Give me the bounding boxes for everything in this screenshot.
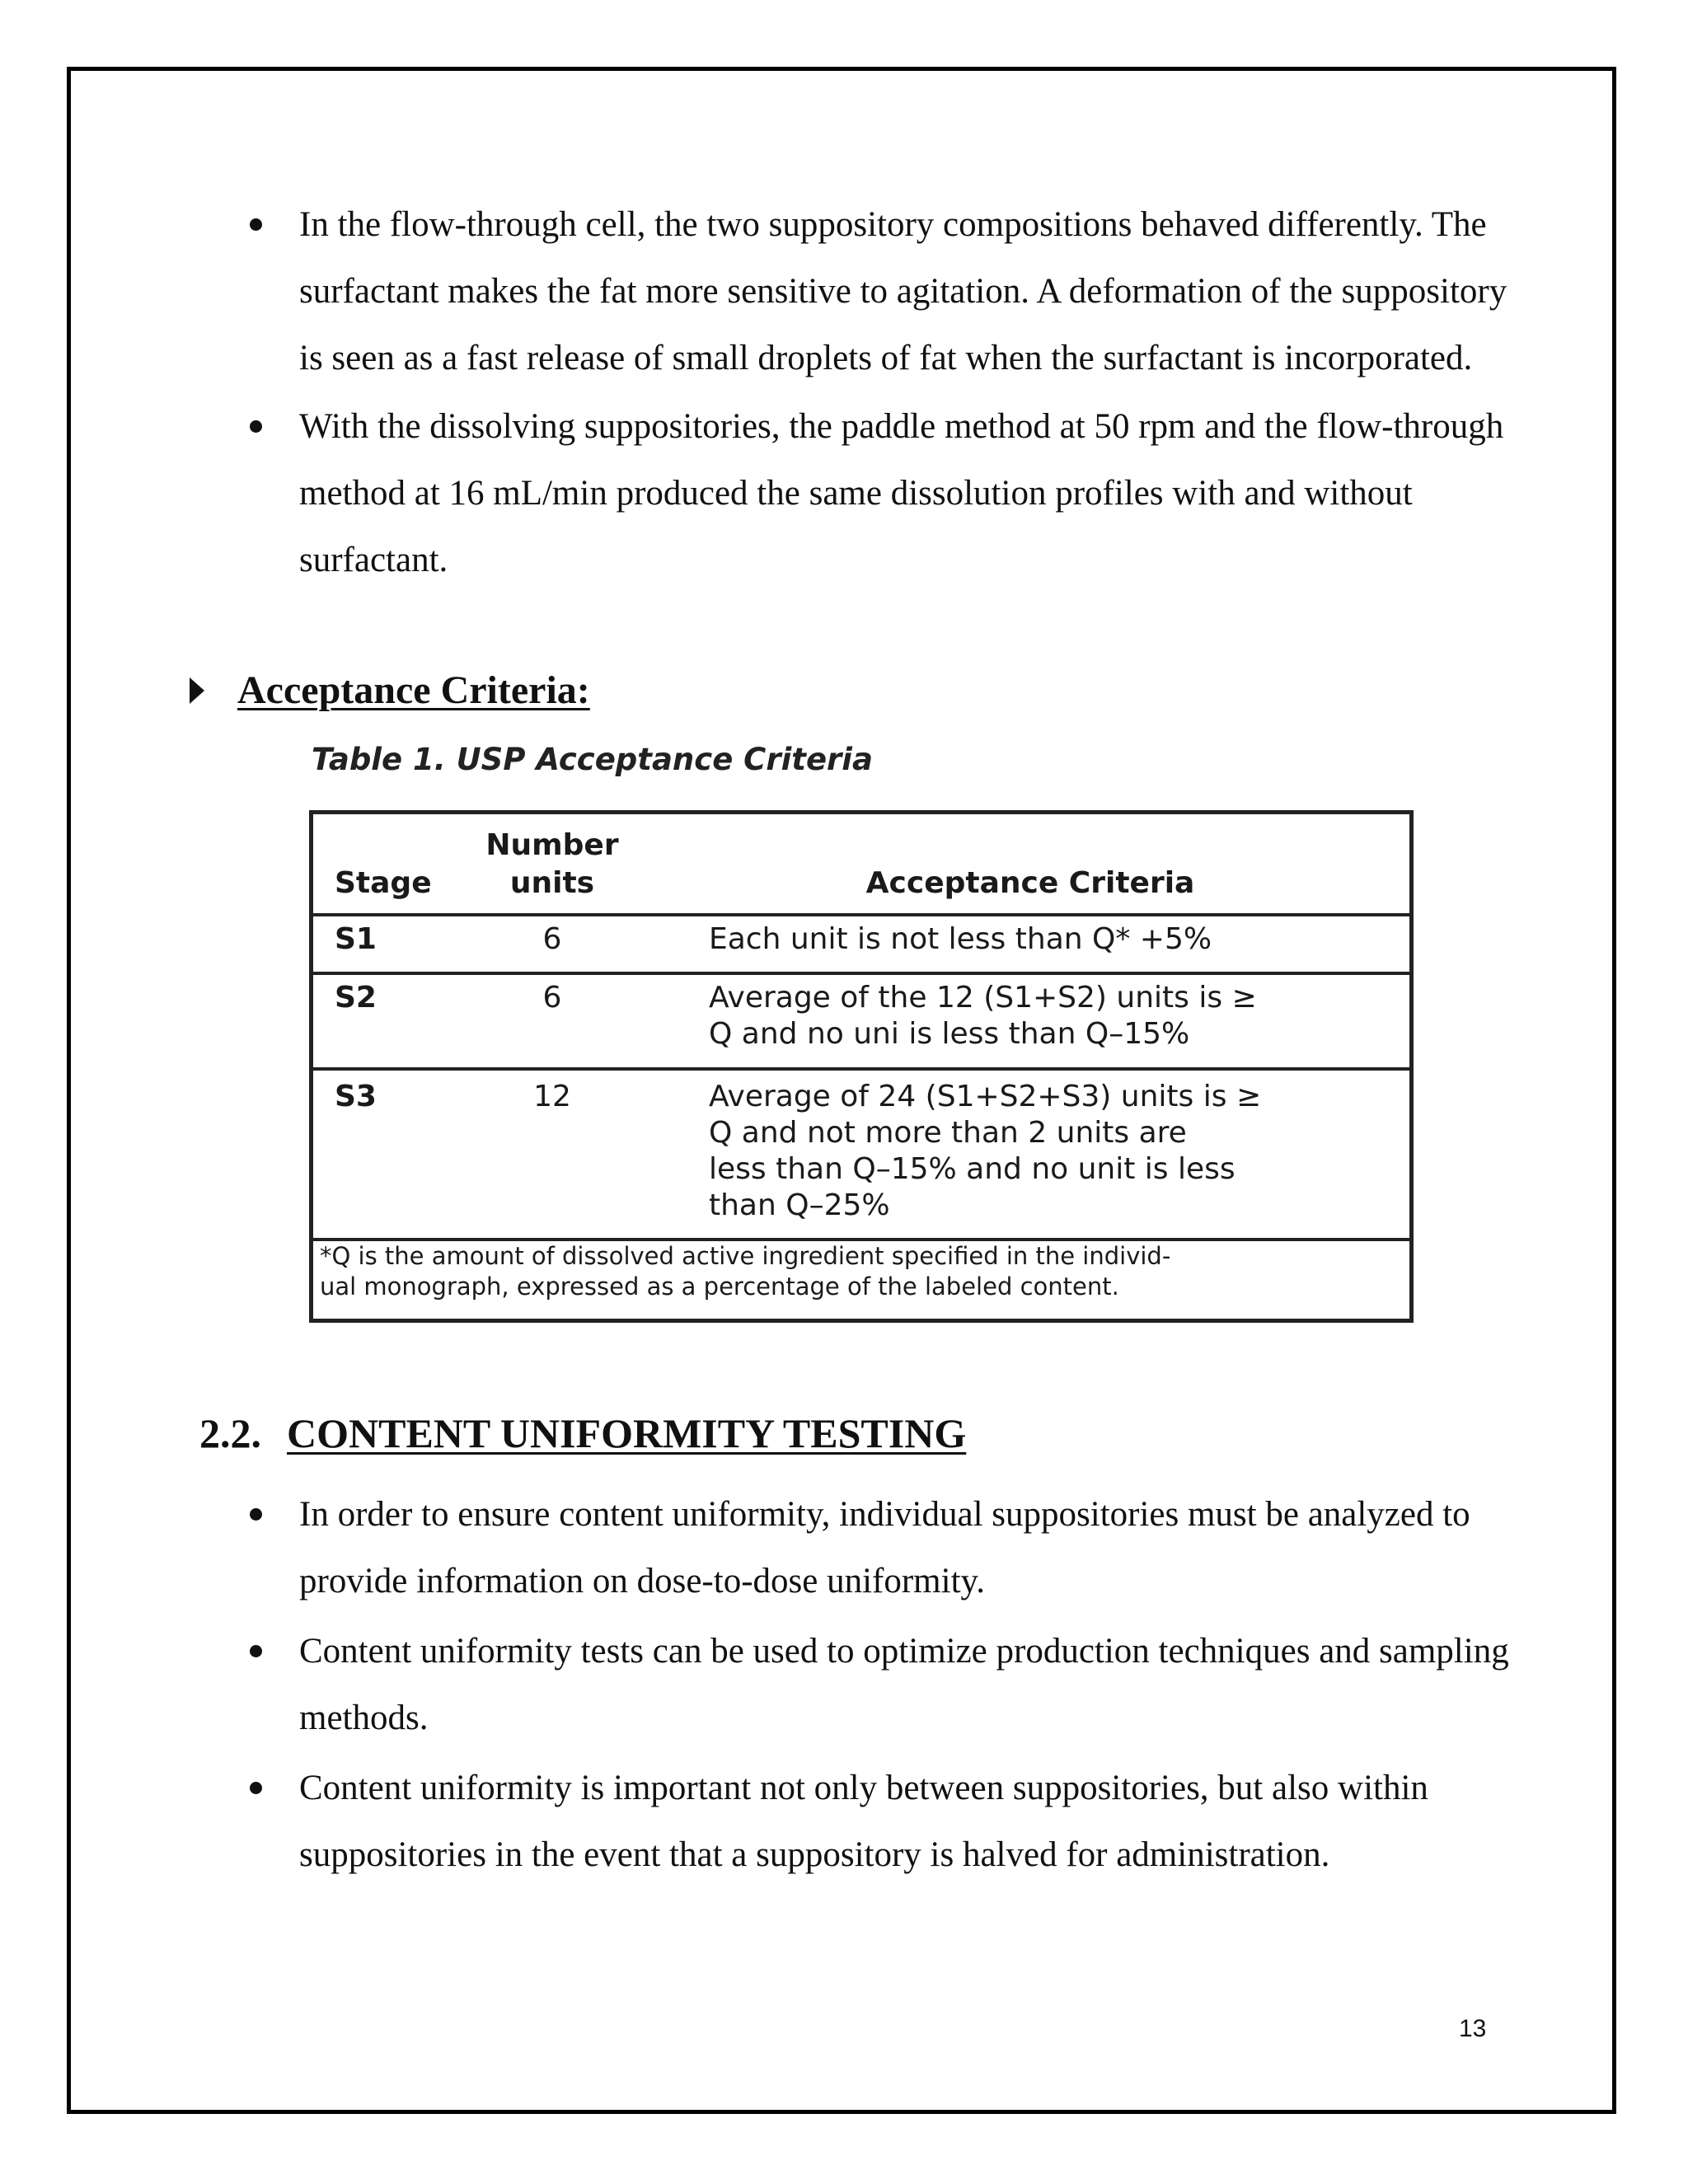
header-number: Number (485, 828, 619, 862)
list-item: In the flow-through cell, the two suppository compositions behaved differently. The surfactant makes the fat more sensitive to agitation. A deformation of the suppository is seen as a fast release of small droplets of fat when the surfactant is incorporated. (247, 191, 1536, 391)
header-criteria: Acceptance Criteria (865, 866, 1195, 900)
header-stage: Stage (335, 866, 432, 900)
table-row: S1 6 Each unit is not less than Q* +5% (313, 913, 1409, 975)
bullet-icon (250, 1782, 262, 1794)
triangle-right-icon (190, 677, 204, 704)
bullet-icon (250, 1508, 262, 1521)
acceptance-criteria-table (309, 810, 1414, 1323)
table-row: S3 12 Average of 24 (S1+S2+S3) units is ≥ Q and not more than 2 units are less than Q–15% and no unit is less than Q–25% (313, 1067, 1409, 1241)
dissolution-notes-list (247, 191, 1536, 593)
list-item: Content uniformity is important not only between suppositories, but also within suppositories in the event that a suppository is halved for administration. (247, 1755, 1536, 1888)
table-header-row (313, 814, 1409, 916)
section-number: 2.2. (199, 1410, 261, 1456)
list-item: In order to ensure content uniformity, individual suppositories must be analyzed to provide information on dose-to-dose uniformity. (247, 1481, 1536, 1615)
table-row: S2 6 Average of the 12 (S1+S2) units is ≥ Q and no uni is less than Q–15% (313, 972, 1409, 1071)
content-uniformity-list (247, 1481, 1536, 1888)
list-item: With the dissolving suppositories, the paddle method at 50 rpm and the flow-through method at 16 mL/min produced the same dissolution profiles with and without surfactant. (247, 393, 1536, 593)
section-title: CONTENT UNIFORMITY TESTING (287, 1410, 967, 1456)
page-number: 13 (1459, 2015, 1487, 2042)
section-heading (199, 1409, 966, 1457)
table-footnote: *Q is the amount of dissolved active ingredient specified in the individ- ual monograph, expressed as a percentage of the labeled content. (320, 1242, 1171, 1301)
bullet-icon (250, 1645, 262, 1657)
header-units: units (509, 866, 595, 900)
list-item: Content uniformity tests can be used to optimize production techniques and sampling methods. (247, 1618, 1536, 1751)
bullet-icon (250, 420, 262, 433)
table-caption: Table 1. USP Acceptance Criteria (312, 742, 873, 777)
acceptance-criteria-heading: Acceptance Criteria: (190, 668, 590, 713)
bullet-icon (250, 218, 262, 231)
